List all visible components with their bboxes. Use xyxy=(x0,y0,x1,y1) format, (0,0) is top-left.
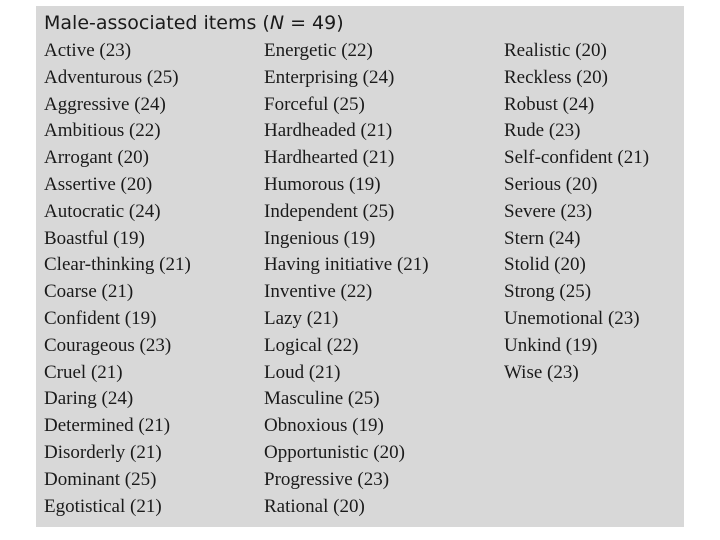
list-item: Stern (24) xyxy=(504,227,581,249)
list-item: Unemotional (23) xyxy=(504,307,640,329)
list-item: Egotistical (21) xyxy=(44,495,162,517)
title-prefix: Male-associated items ( xyxy=(44,12,270,34)
list-item: Opportunistic (20) xyxy=(264,441,405,463)
column-3 xyxy=(504,38,649,386)
list-item: Arrogant (20) xyxy=(44,147,149,169)
list-item: Clear-thinking (21) xyxy=(44,254,191,276)
list-item: Having initiative (21) xyxy=(264,254,429,276)
list-item: Reckless (20) xyxy=(504,66,608,88)
list-item: Ambitious (22) xyxy=(44,120,161,142)
list-item: Ingenious (19) xyxy=(264,227,376,249)
list-item: Severe (23) xyxy=(504,200,593,222)
list-item: Lazy (21) xyxy=(264,307,339,329)
column-1 xyxy=(44,38,191,520)
list-item: Boastful (19) xyxy=(44,227,145,249)
list-item: Obnoxious (19) xyxy=(264,415,384,437)
list-item: Unkind (19) xyxy=(504,334,598,356)
table-title xyxy=(44,12,344,34)
list-item: Aggressive (24) xyxy=(44,93,166,115)
column-2 xyxy=(264,38,429,520)
list-item: Serious (20) xyxy=(504,173,598,195)
list-item: Dominant (25) xyxy=(44,468,157,490)
list-item: Determined (21) xyxy=(44,415,171,437)
list-item: Rude (23) xyxy=(504,120,581,142)
list-item: Coarse (21) xyxy=(44,281,134,303)
list-item: Inventive (22) xyxy=(264,281,373,303)
list-item: Confident (19) xyxy=(44,307,157,329)
list-item: Masculine (25) xyxy=(264,388,380,410)
list-item: Robust (24) xyxy=(504,93,595,115)
list-item: Strong (25) xyxy=(504,281,592,303)
list-item: Autocratic (24) xyxy=(44,200,161,222)
list-item: Courageous (23) xyxy=(44,334,172,356)
list-item: Realistic (20) xyxy=(504,40,607,61)
list-item: Adventurous (25) xyxy=(44,66,179,88)
list-item: Enterprising (24) xyxy=(264,66,395,88)
list-item: Hardhearted (21) xyxy=(264,147,395,169)
list-item: Forceful (25) xyxy=(264,93,365,115)
table-panel xyxy=(36,6,684,527)
list-item: Assertive (20) xyxy=(44,173,153,195)
list-item: Wise (23) xyxy=(504,361,579,383)
list-item: Hardheaded (21) xyxy=(264,120,393,142)
list-item: Loud (21) xyxy=(264,361,341,383)
list-item: Disorderly (21) xyxy=(44,441,162,463)
list-item: Progressive (23) xyxy=(264,468,390,490)
list-item: Cruel (21) xyxy=(44,361,123,383)
list-item: Logical (22) xyxy=(264,334,359,356)
list-item: Humorous (19) xyxy=(264,173,381,195)
list-item: Self-confident (21) xyxy=(504,147,650,169)
title-n: N xyxy=(269,12,285,34)
list-item: Stolid (20) xyxy=(504,254,586,276)
title-suffix: = 49) xyxy=(284,12,344,34)
list-item: Energetic (22) xyxy=(264,40,373,61)
list-item: Rational (20) xyxy=(264,495,365,517)
list-item: Daring (24) xyxy=(44,388,134,410)
list-item: Independent (25) xyxy=(264,200,395,222)
list-item: Active (23) xyxy=(44,40,132,61)
